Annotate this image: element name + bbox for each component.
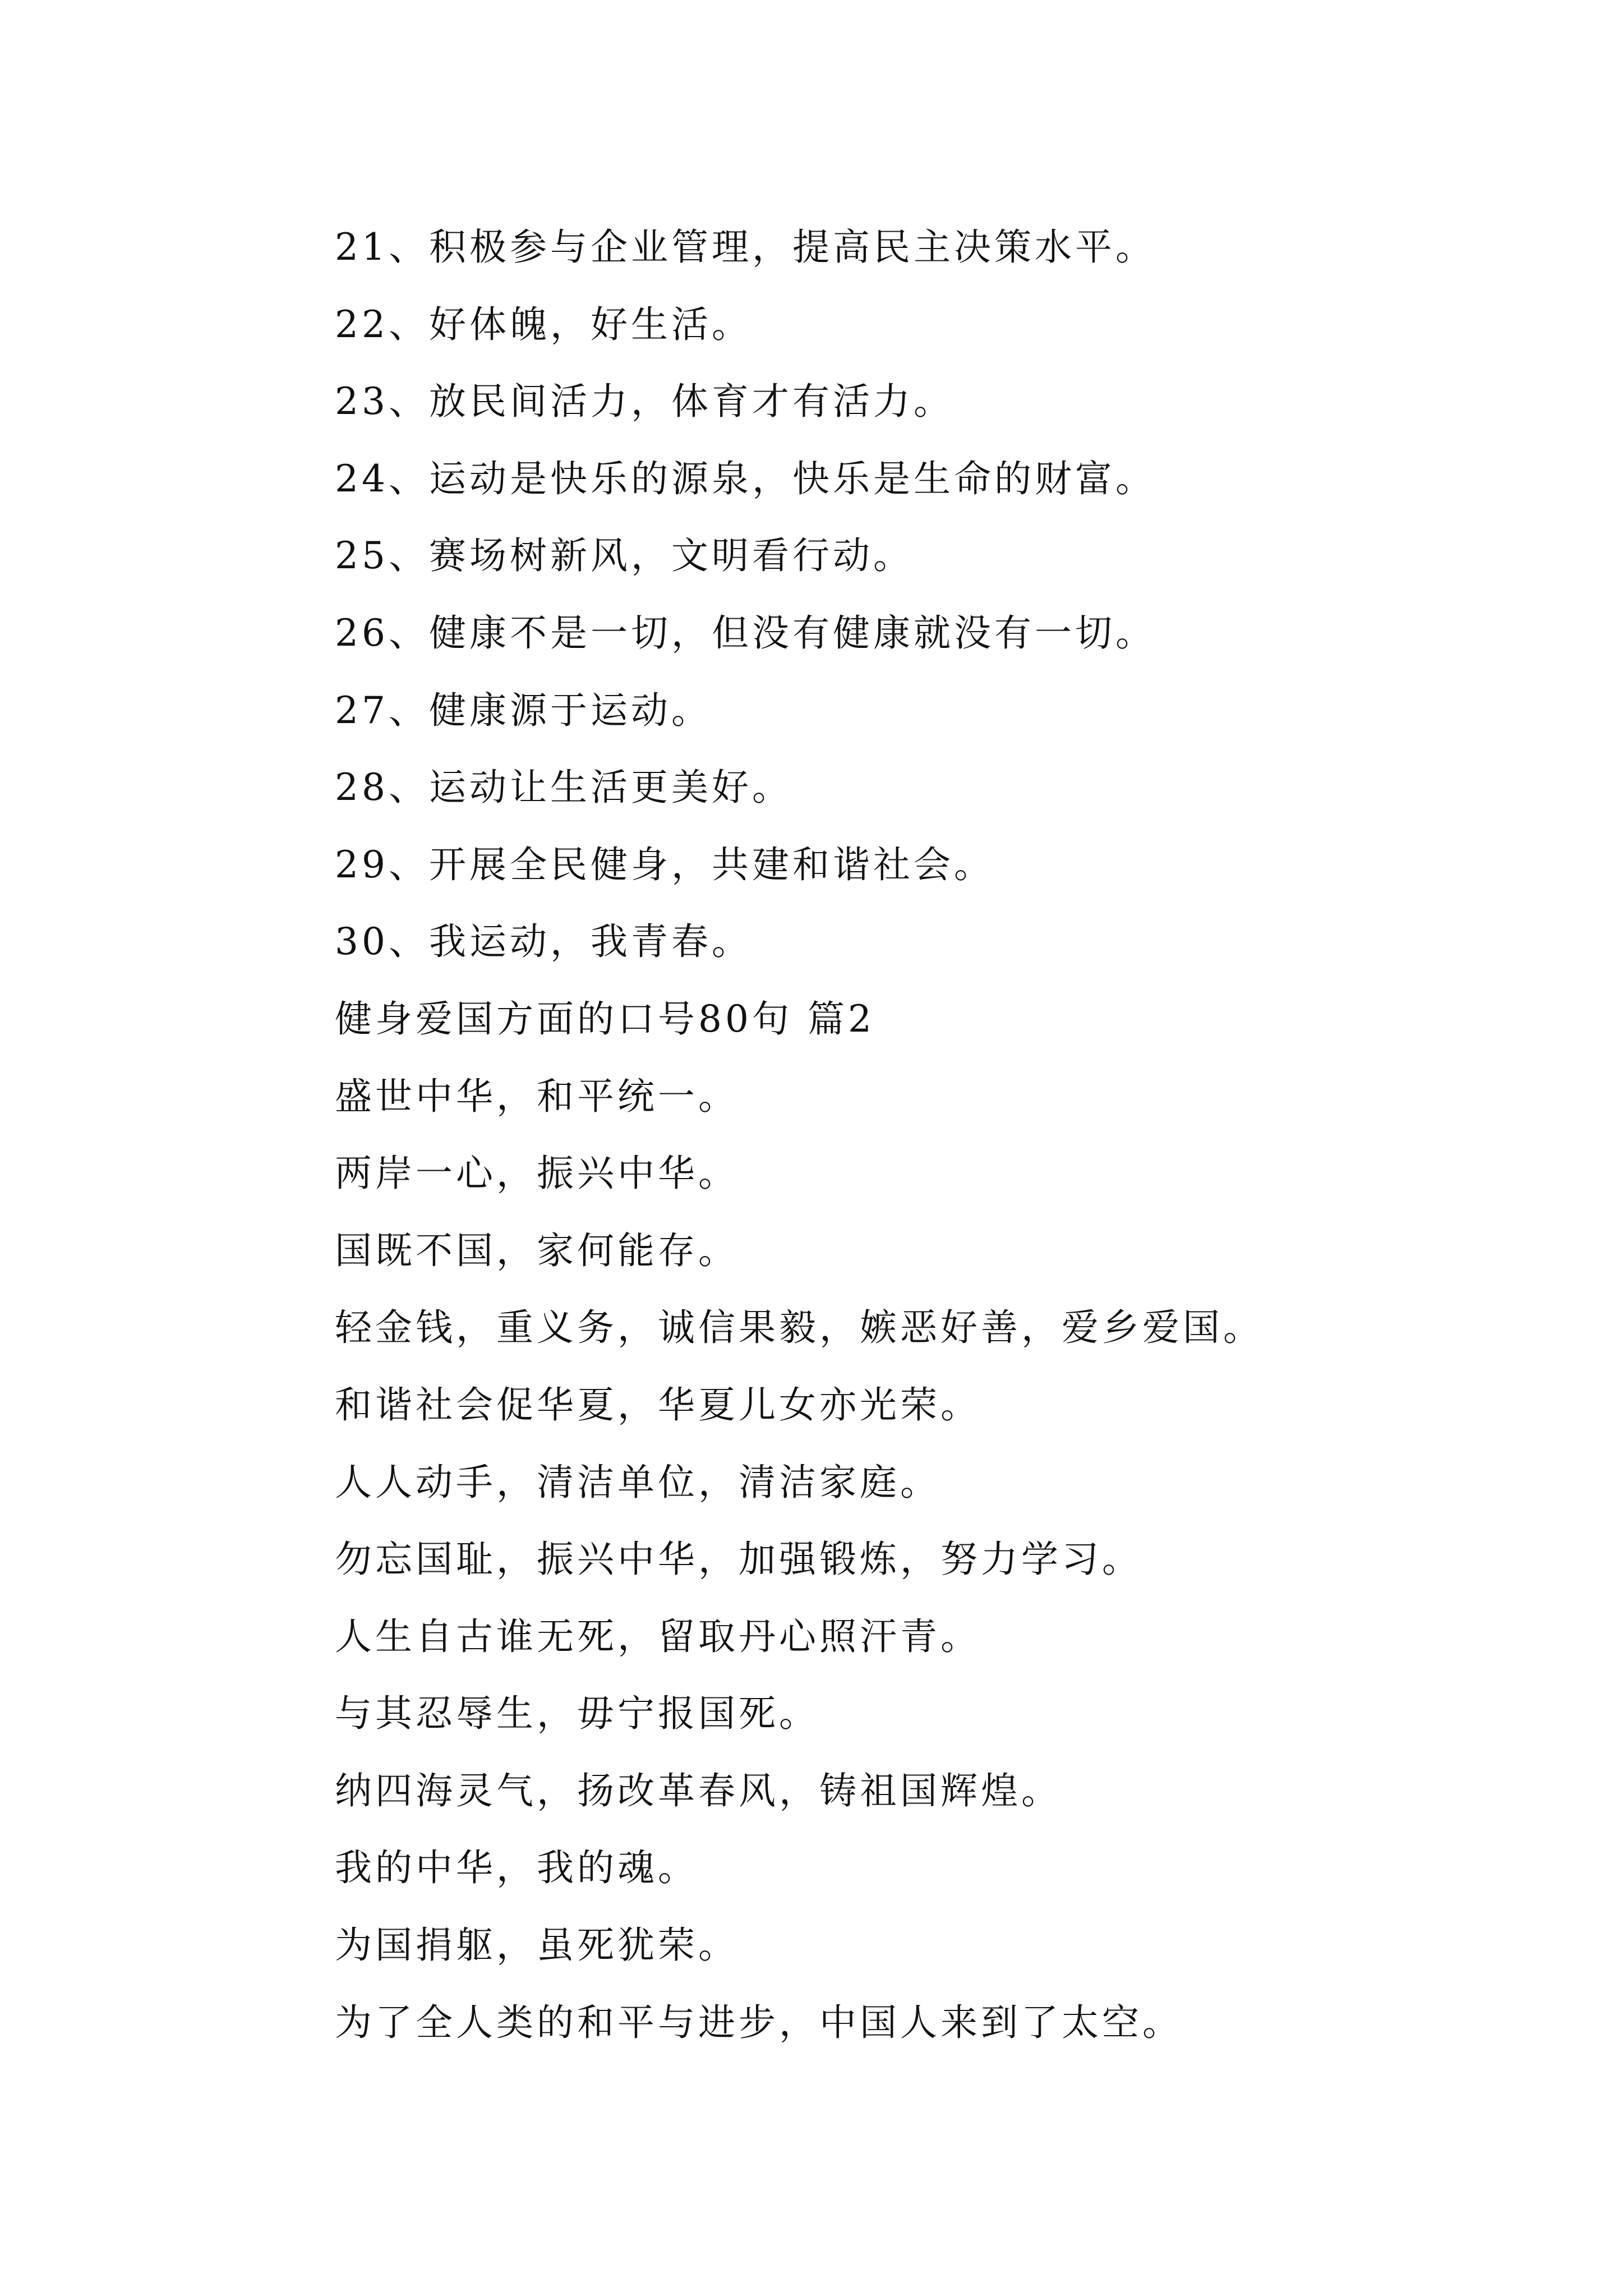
slogan-line-24: 24、运动是快乐的源泉，快乐是生命的财富。: [335, 457, 1156, 500]
slogan-line-22: 22、好体魄，好生活。: [335, 302, 752, 346]
patriotic-line: 轻金钱，重义务，诚信果毅，嫉恶好善，爱乡爱国。: [335, 1306, 1264, 1350]
patriotic-line: 人生自古谁无死，留取丹心照汗青。: [335, 1614, 981, 1658]
slogan-line-28: 28、运动让生活更美好。: [335, 766, 792, 809]
slogan-line-29: 29、开展全民健身，共建和谐社会。: [335, 843, 994, 886]
patriotic-line: 与其忍辱生，毋宁报国死。: [335, 1692, 819, 1736]
patriotic-line: 和谐社会促华夏，华夏儿女亦光荣。: [335, 1383, 981, 1427]
patriotic-line: 纳四海灵气，扬改革春风，铸祖国辉煌。: [335, 1769, 1062, 1812]
patriotic-line: 两岸一心，振兴中华。: [335, 1152, 739, 1195]
patriotic-line: 为了全人类的和平与进步，中国人来到了太空。: [335, 2000, 1183, 2044]
patriotic-line: 国既不国，家何能存。: [335, 1228, 739, 1272]
patriotic-line: 勿忘国耻，振兴中华，加强锻炼，努力学习。: [335, 1538, 1142, 1581]
slogan-line-25: 25、赛场树新风，文明看行动。: [335, 534, 914, 578]
patriotic-line: 盛世中华，和平统一。: [335, 1074, 739, 1118]
patriotic-line: 人人动手，清洁单位，清洁家庭。: [335, 1460, 940, 1504]
patriotic-line: 为国捐躯，虽死犹荣。: [335, 1924, 739, 1967]
slogan-line-23: 23、放民间活力，体育才有活力。: [335, 380, 954, 424]
section-heading: 健身爱国方面的口号80句 篇2: [335, 997, 875, 1041]
slogan-line-21: 21、积极参与企业管理，提高民主决策水平。: [335, 226, 1156, 269]
slogan-line-30: 30、我运动，我青春。: [335, 920, 752, 964]
document-body: [335, 209, 1513, 2061]
slogan-line-26: 26、健康不是一切，但没有健康就没有一切。: [335, 611, 1156, 655]
slogan-line-27: 27、健康源于运动。: [335, 688, 712, 732]
patriotic-line: 我的中华，我的魂。: [335, 1846, 698, 1890]
